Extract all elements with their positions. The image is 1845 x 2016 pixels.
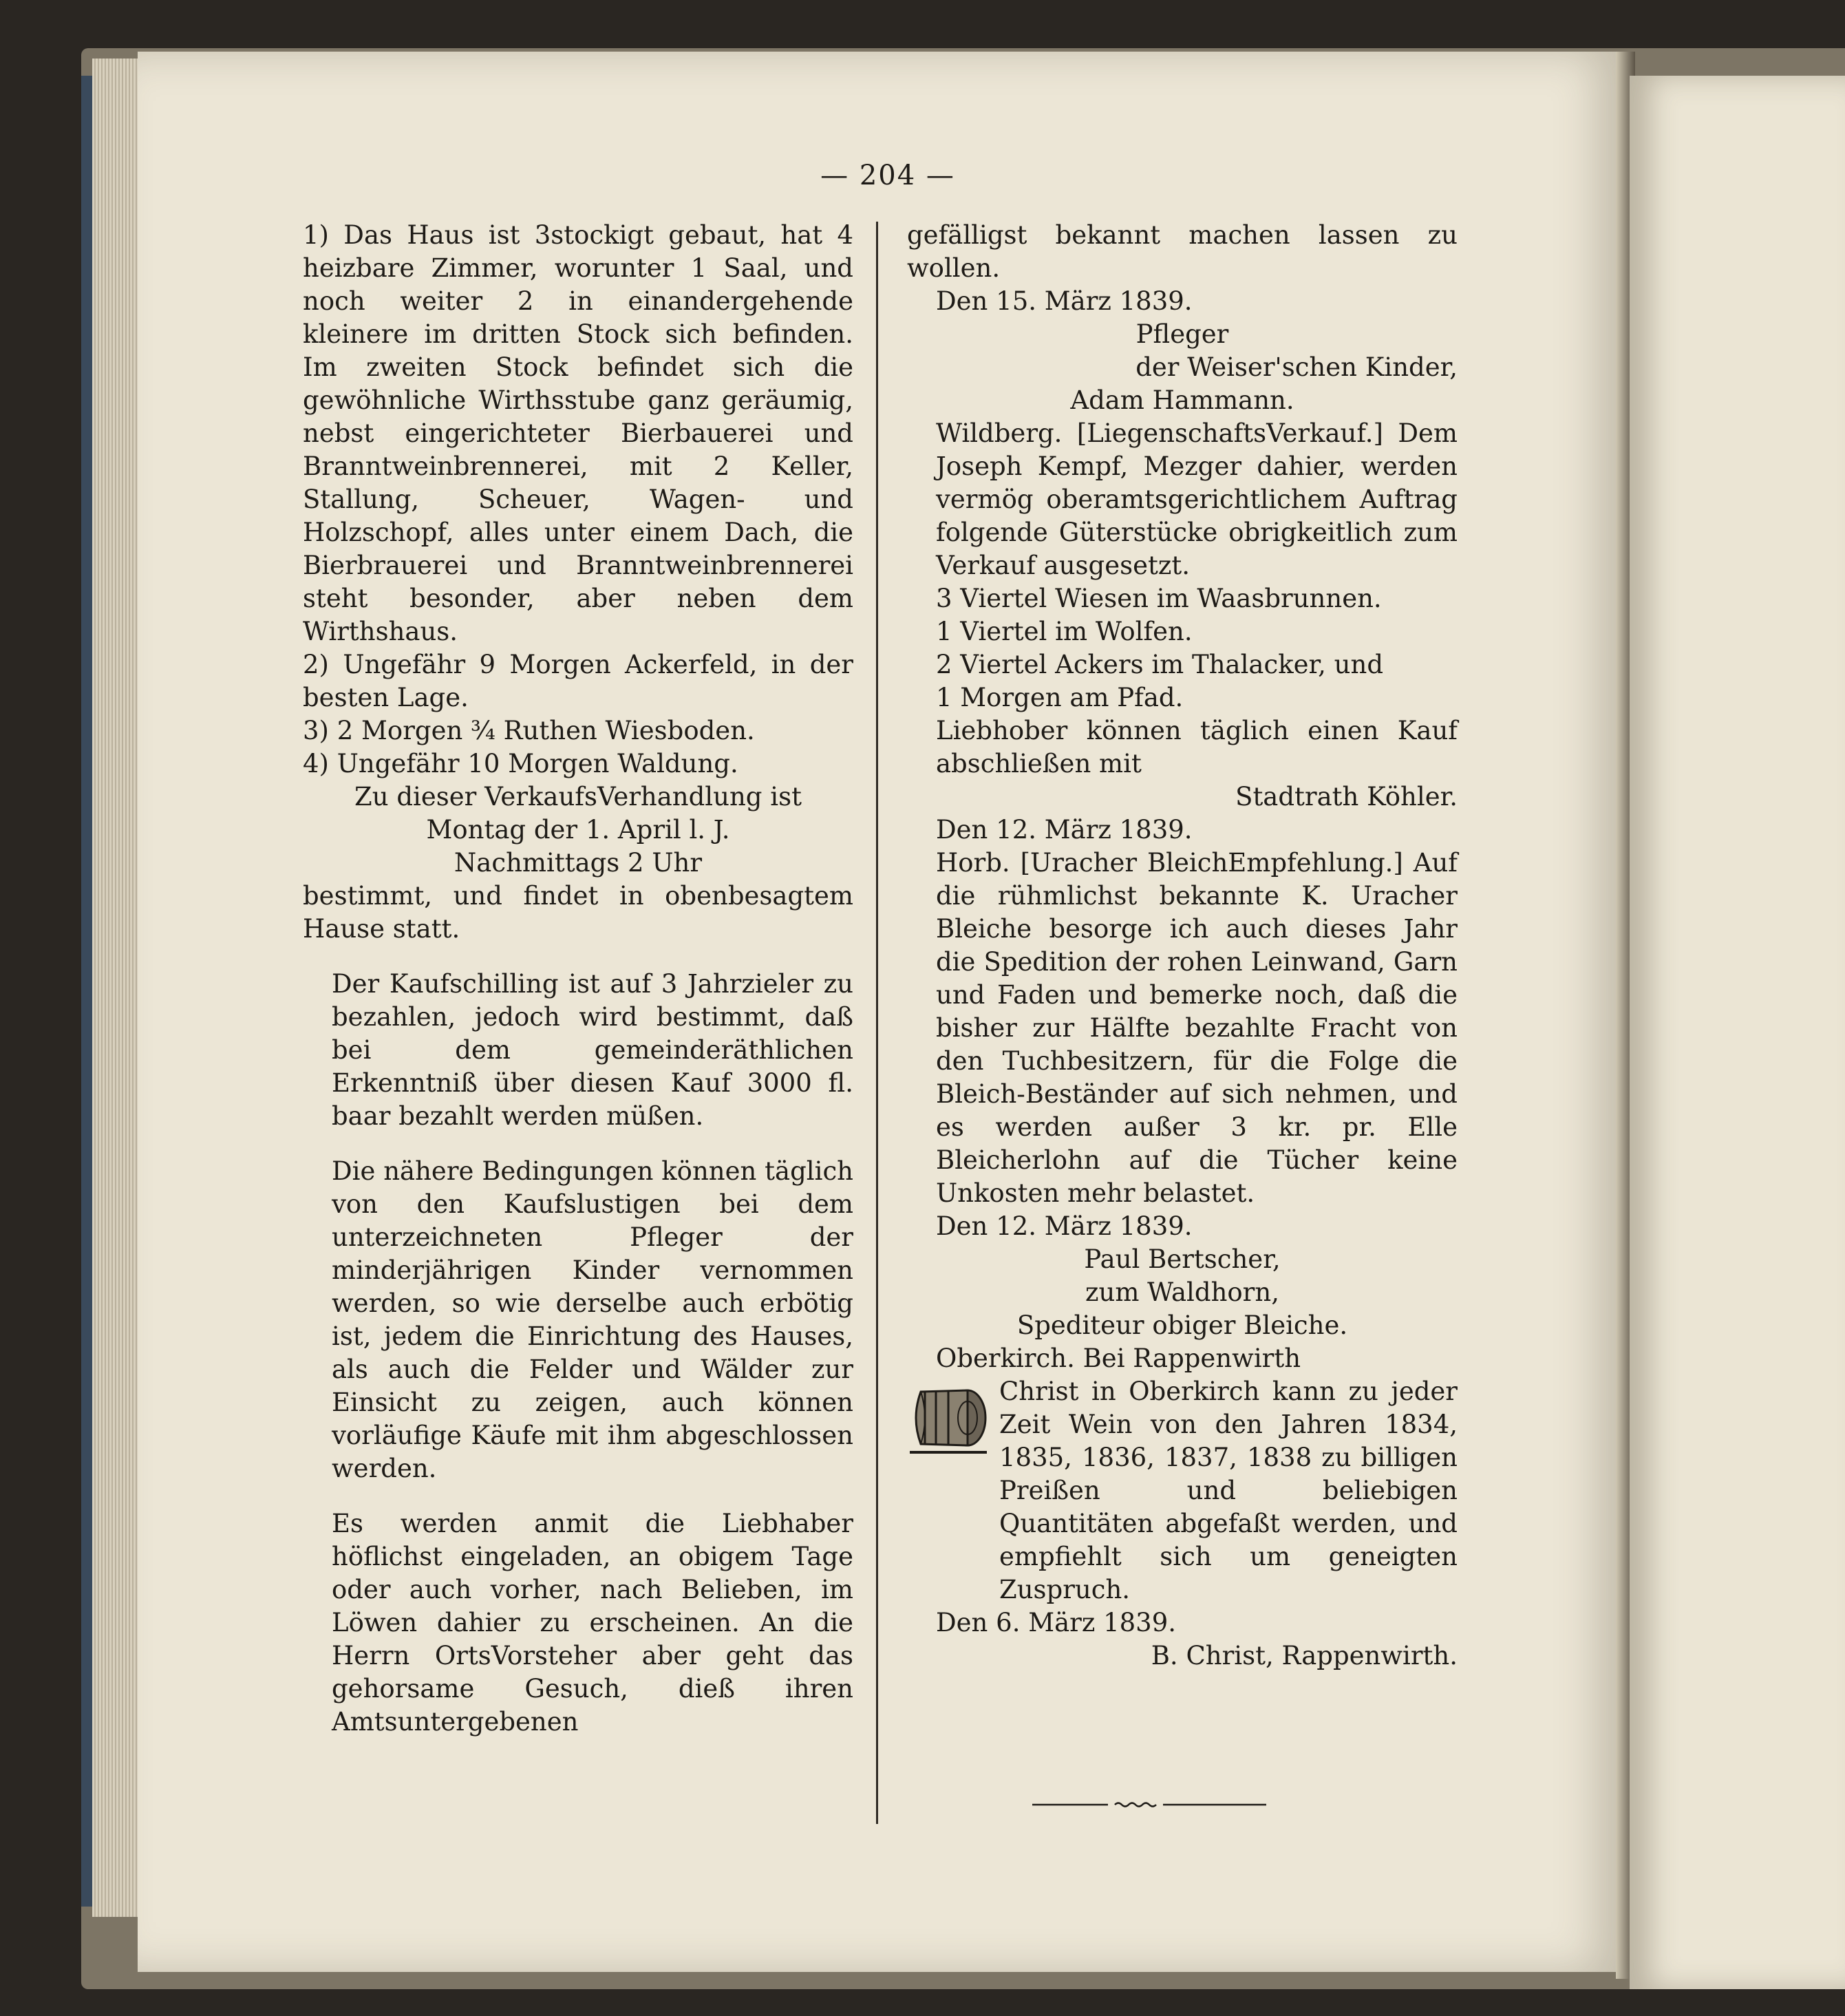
book-binding [81,76,92,1907]
sale-time: Nachmittags 2 Uhr [454,848,703,878]
date-line: Den 6. März 1839. [936,1608,1177,1637]
list-item: 2 Viertel Ackers im Thalacker, und [936,650,1384,679]
notice-oberkirch [907,1375,1458,1606]
signature-name: Adam Hammann. [1070,385,1294,415]
notice-oberkirch-body: Christ in Oberkirch kann zu jeder Zeit Wein von den Jahren 1834, 1835, 1836, 1837, 1838 zu billigen Preißen und beliebigen Quantitäten abgefaßt werden, und empfiehlt sich um geneigten Zuspruch. [999,1377,1458,1604]
list-item: 3 Viertel Wiesen im Waasbrunnen. [936,584,1382,613]
signature-line: zum Waldhorn, [1085,1277,1279,1307]
date-line: Den 12. März 1839. [936,1211,1193,1241]
sale-date: Montag der 1. April l. J. [426,815,730,845]
end-ornament-rule [1032,1801,1266,1808]
signature-name: Paul Bertscher, [1084,1244,1281,1274]
right-column [907,219,1458,1673]
sale-location: bestimmt, und findet in obenbesagtem Hause statt. [303,881,853,944]
paragraph-meadow: 3) 2 Morgen ¾ Ruthen Wiesboden. [303,716,755,745]
paragraph-payment: Der Kaufschilling ist auf 3 Jahrzieler zu bezahlen, jedoch wird bestimmt, daß bei dem gemeinderäthlichen Erkenntniß über diesen Kauf 3000 fl. baar bezahlt werden müßen. [332,969,853,1131]
sale-announcement: Zu dieser VerkaufsVerhandlung ist [354,782,802,811]
paragraph-invitation: Es werden anmit die Liebhaber höflichst eingeladen, an obigem Tage oder auch vorher, nach Belieben, im Löwen dahier zu erscheinen. An die Herrn OrtsVorsteher aber geht das gehorsame Gesuch, dieß ihren Amtsuntergebenen [332,1509,853,1737]
signature-title: Pfleger [1135,319,1229,349]
date-line: Den 12. März 1839. [936,815,1193,845]
page-number: — 204 — [820,160,955,191]
signature-title: Spediteur obiger Bleiche. [1016,1311,1348,1340]
paragraph-house: 1) Das Haus ist 3stockigt gebaut, hat 4 heizbare Zimmer, worunter 1 Saal, und noch weiter 2 in einandergehende kleinere im dritten Stock sich befinden. Im zweiten Stock befindet sich die gewöhnliche Wirthsstube ganz geräumig, nebst eingerichteter Bierbauerei und Branntweinbrennerei, mit 2 Keller, Stallung, Scheuer, Wagen- und Holzschopf, alles unter einem Dach, die Bierbrauerei und Branntweinbrennerei steht besonder, aber neben dem Wirthshaus. [303,220,853,646]
paragraph-field: 2) Ungefähr 9 Morgen Ackerfeld, in der besten Lage. [303,650,853,712]
facing-page-edge [1630,76,1845,1989]
list-item: 1 Morgen am Pfad. [936,683,1184,712]
paragraph-forest: 4) Ungefähr 10 Morgen Waldung. [303,749,738,778]
notice-wildberg: Wildberg. [LiegenschaftsVerkauf.] Dem Joseph Kempf, Mezger dahier, werden vermög oberamtsgerichtlichem Auftrag folgende Güterstücke obrigkeitlich zum Verkauf ausgesetzt. [936,418,1458,580]
date-line: Den 15. März 1839. [936,286,1193,316]
paragraph-conditions: Die nähere Bedingungen können täglich von den Kaufslustigen bei dem unterzeichneten Pfleger der minderjährigen Kinder vernommen werden, so wie derselbe auch erbötig ist, jedem die Einrichtung des Hauses, als auch die Felder und Wälder zur Einsicht zu zeigen, auch können vorläufige Käufe mit ihm abgeschlossen werden. [332,1156,853,1483]
continuation-line: gefälligst bekannt machen lassen zu wollen. [907,220,1458,283]
notice-horb: Horb. [Uracher BleichEmpfehlung.] Auf die rühmlichst bekannte K. Uracher Bleiche besorge ich auch dieses Jahr die Spedition der rohen Leinwand, Garn und Faden und bemerke noch, daß die bisher zur Hälfte bezahlte Fracht von den Tuchbesitzern, für die Folge die Bleich-Beständer auf sich nehmen, und es werden außer 3 kr. pr. Elle Bleicherlohn auf die Tücher keine Unkosten mehr belastet. [936,848,1458,1208]
paragraph-buyers: Liebhober können täglich einen Kauf abschließen mit [936,716,1458,778]
signature-name: B. Christ, Rappenwirth. [1151,1641,1458,1670]
notice-oberkirch-heading: Oberkirch. Bei Rappenwirth [936,1344,1301,1373]
signature-name: Stadtrath Köhler. [1235,782,1458,811]
barrel-woodcut-icon [907,1379,990,1459]
column-divider [876,222,878,1824]
left-column [303,219,853,1739]
signature-line: der Weiser'schen Kinder, [1135,352,1458,382]
list-item: 1 Viertel im Wolfen. [936,617,1193,646]
